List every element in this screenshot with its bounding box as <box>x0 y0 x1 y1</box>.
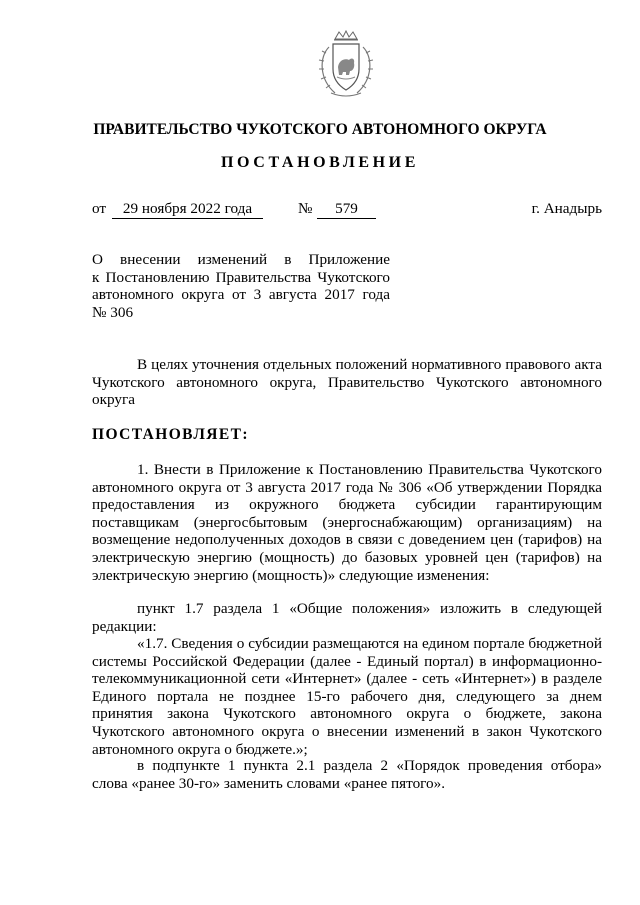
from-label: от <box>92 200 107 217</box>
subject-line: к Постановлению Правительства Чукотского <box>92 268 390 286</box>
paragraph-item-1: 1. Внести в Приложение к Постановлению Правительства Чукотского автономного округа от 3 августа 2017 года № 306 «Об утверждении Порядка предоставления из окружного бюджета субсидии гарантирующим поставщикам (энергосбытовым (энергоснабжающим) организациям) на возмещение недополученных доходов в связи с доведением цен (тарифов) на электрическую энергию (мощность) до базовых уровней цен (тарифов) на электрическую энергию (мощность)» следующие изменения: <box>92 461 602 584</box>
document-subject <box>92 251 390 321</box>
decree-heading: ПОСТАНОВЛЯЕТ: <box>92 426 249 443</box>
document-meta-line <box>92 200 602 220</box>
document-date: 29 ноября 2022 года <box>112 200 263 219</box>
document-number: 579 <box>317 200 376 219</box>
preamble-paragraph: В целях уточнения отдельных положений нормативного правового акта Чукотского автономного округа, Правительство Чукотского автономного округа <box>92 356 602 409</box>
subject-line: О внесении изменений в Приложение <box>92 251 390 268</box>
subject-line: № 306 <box>92 303 134 321</box>
subject-line: автономного округа от 3 августа 2017 года <box>92 286 390 304</box>
paragraph-item-2-1: в подпункте 1 пункта 2.1 раздела 2 «Порядок проведения отбора» слова «ранее 30-го» заменить словами «ранее пятого». <box>92 757 602 792</box>
paragraph-item-1-7-intro: пункт 1.7 раздела 1 «Общие положения» изложить в следующей редакции: <box>92 600 602 635</box>
document-type-title: ПОСТАНОВЛЕНИЕ <box>221 154 419 171</box>
paragraph-item-1-7-text: «1.7. Сведения о субсидии размещаются на едином портале бюджетной системы Российской Федерации (далее - Единый портал) в информационно-телекоммуникационной сети «Интернет» (далее - сеть «Интернет») в разделе Единого портала не позднее 15-го рабочего дня, следующего за днем принятия закона Чукотского автономного округа о бюджете, закона Чукотского автономного округа о внесении изменений в закон Чукотского автономного округа о бюджете.»; <box>92 635 602 758</box>
coat-of-arms-icon <box>313 29 379 103</box>
organization-title: ПРАВИТЕЛЬСТВО ЧУКОТСКОГО АВТОНОМНОГО ОКРУГА <box>93 121 547 138</box>
document-place: г. Анадырь <box>531 200 602 217</box>
number-label: № <box>298 200 313 217</box>
